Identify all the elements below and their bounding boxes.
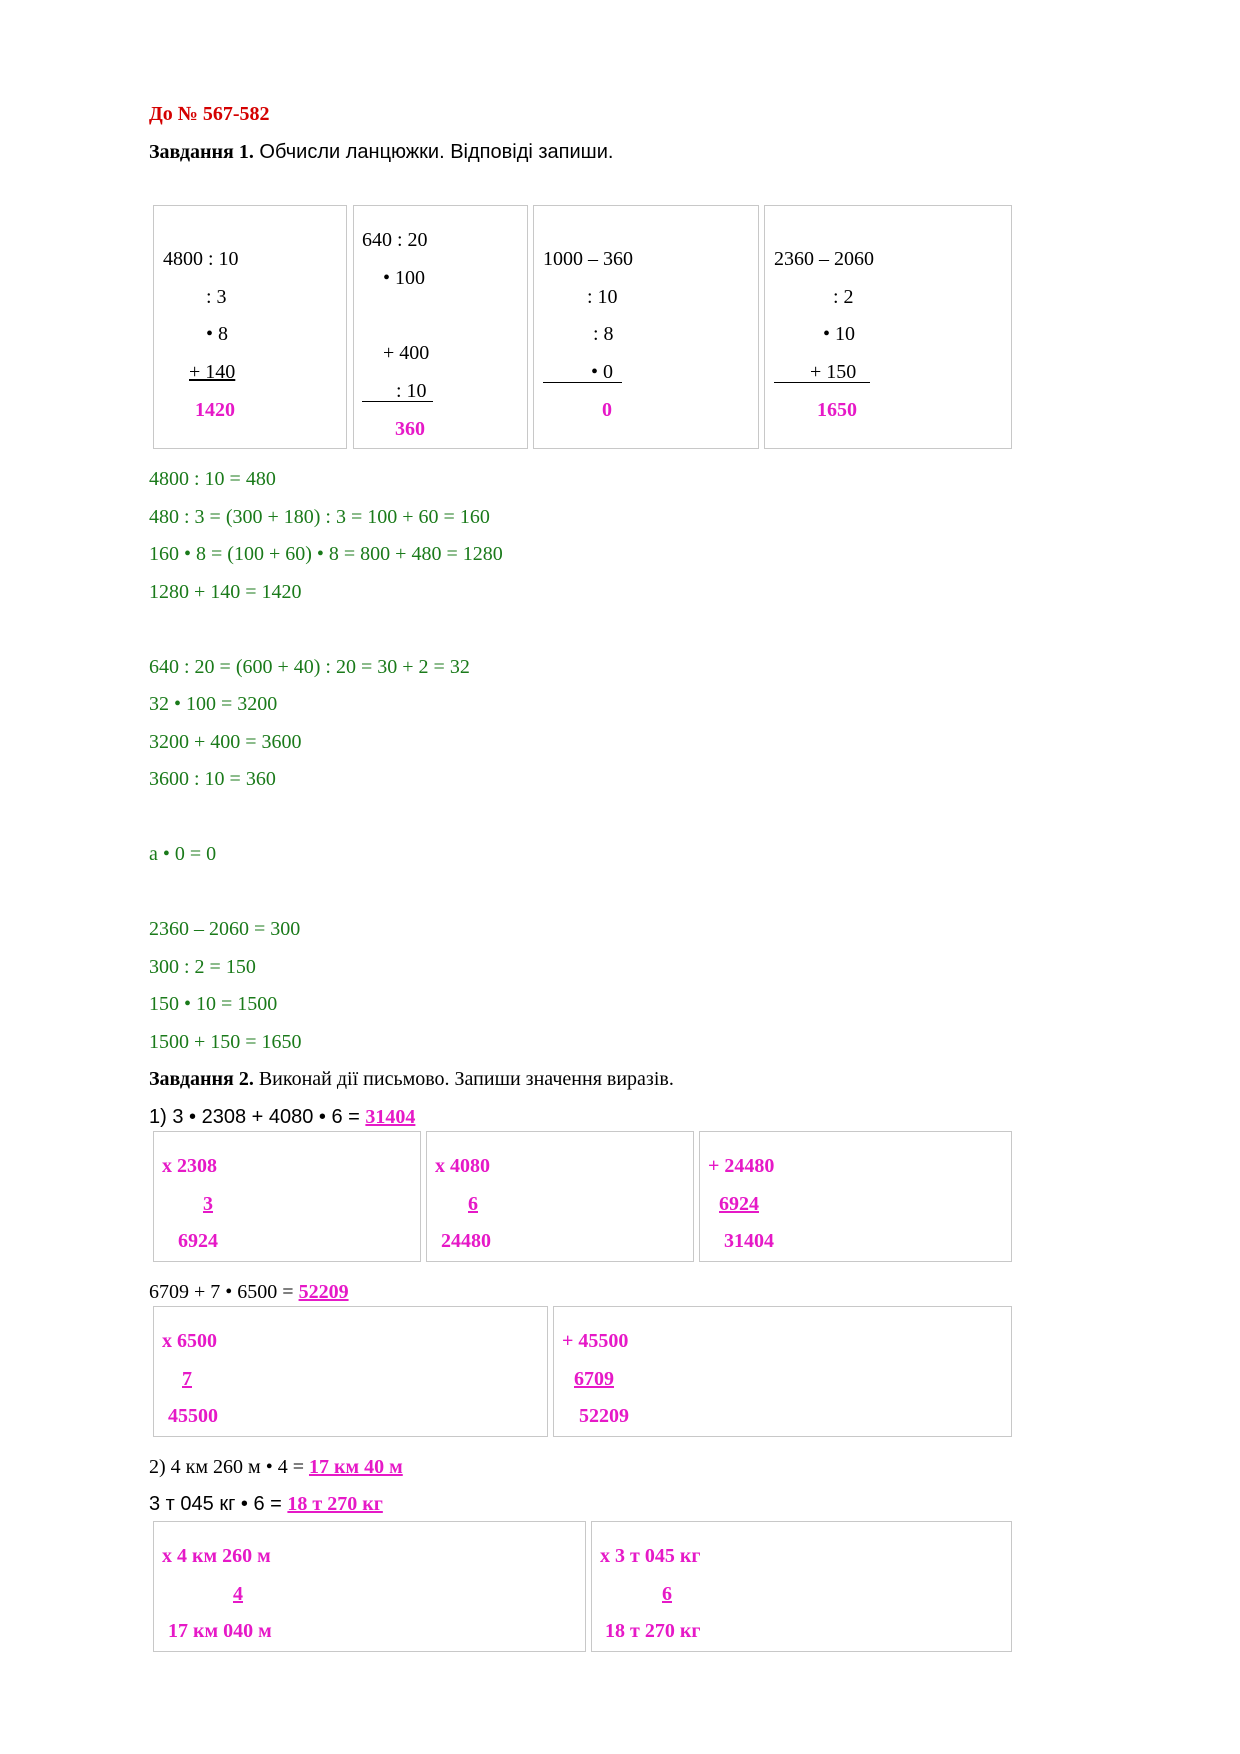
calc-line2: 4 <box>233 1583 243 1605</box>
calc1-box-2 <box>426 1131 694 1262</box>
solution-line: а • 0 = 0 <box>149 843 217 865</box>
expression-2 <box>149 1279 349 1305</box>
solution-line: 480 : 3 = (300 + 180) : 3 = 100 + 60 = 160 <box>149 506 490 528</box>
solution-line: 160 • 8 = (100 + 60) • 8 = 800 + 480 = 1280 <box>149 543 503 565</box>
chain1-line1: 4800 : 10 <box>163 248 239 270</box>
chain4-line4: + 150 <box>810 361 857 383</box>
chain1-line4: + 140 <box>189 361 236 383</box>
calc-line3: 17 км 040 м <box>168 1620 272 1642</box>
calc2-box-2 <box>553 1306 1012 1437</box>
calc-line3: 18 т 270 кг <box>605 1620 701 1642</box>
expression-3-text: 2) 4 км 260 м • 4 = <box>149 1456 309 1478</box>
solution-line: 1280 + 140 = 1420 <box>149 581 302 603</box>
calc1-box-3 <box>699 1131 1012 1262</box>
solution-line: 150 • 10 = 1500 <box>149 993 278 1015</box>
page-heading: До № 567-582 <box>149 103 270 125</box>
chain4-line2: : 2 <box>833 286 854 308</box>
chain-box-2 <box>353 205 528 449</box>
task2-title-text: Виконай дії письмово. Запиши значення виразів. <box>253 1068 674 1090</box>
solution-line: 32 • 100 = 3200 <box>149 693 278 715</box>
chain2-line3: + 400 <box>383 342 430 364</box>
calc-line1: + 45500 <box>562 1330 629 1352</box>
solution-line: 3600 : 10 = 360 <box>149 768 276 790</box>
chain-box-4 <box>764 205 1012 449</box>
chain4-line3: • 10 <box>823 323 856 345</box>
calc-line3: 6924 <box>178 1230 218 1252</box>
calc-line1: х 4080 <box>435 1155 490 1177</box>
calc-line1: х 2308 <box>162 1155 217 1177</box>
expression-4-text: 3 т 045 кг • 6 = <box>149 1493 288 1515</box>
solution-line: 4800 : 10 = 480 <box>149 468 276 490</box>
chain2-line1: 640 : 20 <box>362 229 428 251</box>
expression-2-answer: 52209 <box>298 1281 349 1303</box>
chain2-answer: 360 <box>395 418 425 440</box>
chain3-line3: : 8 <box>593 323 614 345</box>
calc-line1: х 3 т 045 кг <box>600 1545 701 1567</box>
chain2-line4: : 10 <box>396 380 427 402</box>
calc-line2: 7 <box>182 1368 192 1390</box>
task1-title <box>149 139 613 165</box>
expression-3 <box>149 1454 403 1480</box>
task1-title-text: Обчисли ланцюжки. Відповіді запиши. <box>253 141 614 163</box>
expression-2-text: 6709 + 7 • 6500 = <box>149 1281 299 1303</box>
chain1-line2: : 3 <box>206 286 227 308</box>
calc-line2: 3 <box>203 1193 213 1215</box>
task2-title <box>149 1066 674 1092</box>
calc1-box-1 <box>153 1131 421 1262</box>
expression-1 <box>149 1104 415 1130</box>
calc-line1: х 6500 <box>162 1330 217 1352</box>
chain3-line2: : 10 <box>587 286 618 308</box>
chain-box-3 <box>533 205 759 449</box>
calc-line3: 45500 <box>168 1405 218 1427</box>
calc-line2: 6 <box>662 1583 672 1605</box>
expression-1-answer: 31404 <box>365 1106 416 1128</box>
expression-4-answer: 18 т 270 кг <box>287 1493 383 1515</box>
solution-line: 1500 + 150 = 1650 <box>149 1031 302 1053</box>
chain-box-1 <box>153 205 347 449</box>
task1-title-bold: Завдання 1. <box>149 141 254 163</box>
chain4-line1: 2360 – 2060 <box>774 248 874 270</box>
task2-title-bold: Завдання 2. <box>149 1068 254 1090</box>
calc-line2: 6709 <box>574 1368 614 1390</box>
chain3-line4: • 0 <box>591 361 614 383</box>
calc2-box-1 <box>153 1306 548 1437</box>
chain4-answer: 1650 <box>817 399 857 421</box>
calc-line3: 31404 <box>724 1230 774 1252</box>
calc-line1: х 4 км 260 м <box>162 1545 271 1567</box>
solution-line: 3200 + 400 = 3600 <box>149 731 302 753</box>
expression-4 <box>149 1491 383 1517</box>
calc-line3: 52209 <box>579 1405 629 1427</box>
chain3-line1: 1000 – 360 <box>543 248 633 270</box>
chain1-line3: • 8 <box>206 323 229 345</box>
solution-line: 2360 – 2060 = 300 <box>149 918 301 940</box>
solution-line: 300 : 2 = 150 <box>149 956 256 978</box>
solution-line: 640 : 20 = (600 + 40) : 20 = 30 + 2 = 32 <box>149 656 470 678</box>
calc3-box-1 <box>153 1521 586 1652</box>
calc3-box-2 <box>591 1521 1012 1652</box>
calc-line1: + 24480 <box>708 1155 775 1177</box>
chain1-answer: 1420 <box>195 399 235 421</box>
chain3-answer: 0 <box>602 399 612 421</box>
calc-line2: 6924 <box>719 1193 759 1215</box>
calc-line2: 6 <box>468 1193 478 1215</box>
expression-3-answer: 17 км 40 м <box>308 1456 403 1478</box>
calc-line3: 24480 <box>441 1230 491 1252</box>
expression-1-text: 1) 3 • 2308 + 4080 • 6 = <box>149 1106 366 1128</box>
chain2-line2: • 100 <box>383 267 426 289</box>
